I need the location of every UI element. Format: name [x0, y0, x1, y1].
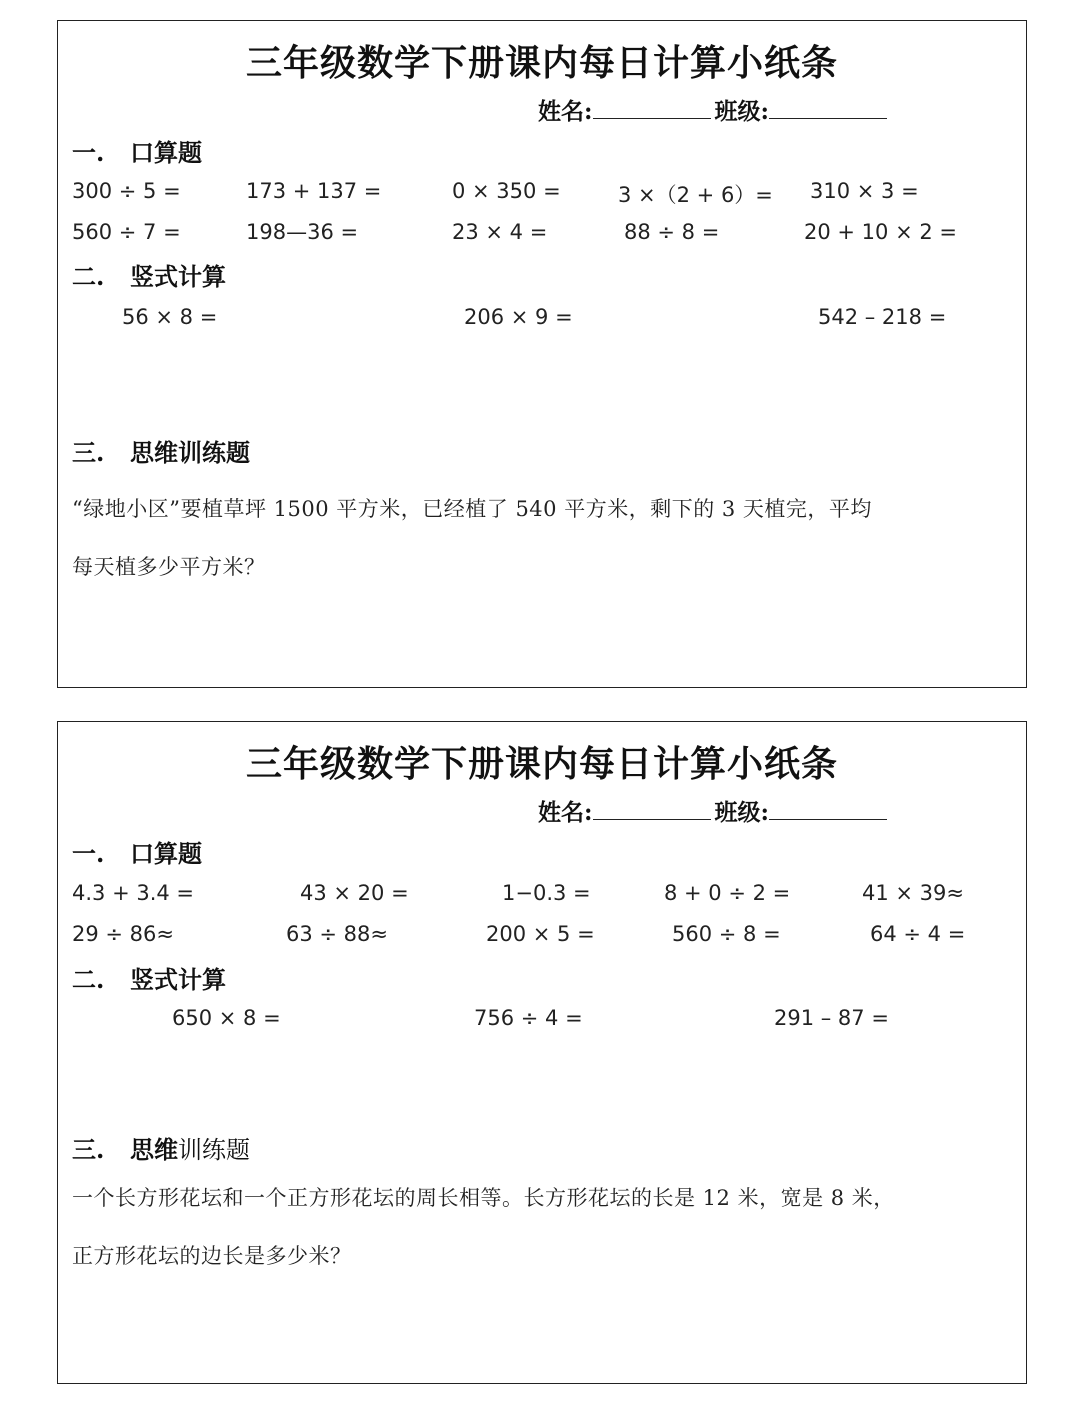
sheet-title: 三年级数学下册课内每日计算小纸条 — [245, 42, 838, 84]
oral-problem: 63 ÷ 88≈ — [286, 922, 388, 946]
vertical-problem: 206 × 9 = — [464, 305, 573, 329]
section-number: 二. — [72, 262, 105, 291]
section-title: 口算题 — [130, 839, 202, 868]
section-number: 一. — [72, 839, 105, 868]
word-problem-line: “绿地小区”要植草坪 1500 平方米，已经植了 540 平方米，剩下的 3 天植完，平均 — [72, 497, 872, 521]
word-problem-line: 一个长方形花坛和一个正方形花坛的周长相等。长方形花坛的长是 12 米，宽是 8 米， — [72, 1186, 895, 1210]
oral-problem: 560 ÷ 7 = — [72, 220, 181, 244]
name-label: 姓名: — [538, 98, 593, 125]
oral-problem: 0 × 350 = — [452, 179, 561, 203]
oral-problem: 88 ÷ 8 = — [624, 220, 720, 244]
name-label: 姓名: — [538, 799, 593, 826]
oral-problem: 1−0.3 = — [502, 881, 591, 905]
word-problem-line: 每天植多少平方米？ — [72, 555, 266, 579]
oral-problem: 198—36 = — [246, 220, 359, 244]
oral-problem: 20 + 10 × 2 = — [804, 220, 957, 244]
oral-problem: 64 ÷ 4 = — [870, 922, 966, 946]
oral-problem: 173 + 137 = — [246, 179, 382, 203]
section-number: 二. — [72, 965, 105, 994]
name-class-row — [538, 794, 891, 827]
class-blank — [769, 96, 887, 119]
oral-problem: 23 × 4 = — [452, 220, 548, 244]
section-title: 竖式计算 — [130, 965, 226, 994]
section-number: 一. — [72, 138, 105, 167]
vertical-problem: 291 – 87 = — [774, 1006, 889, 1030]
oral-problem: 4.3 + 3.4 = — [72, 881, 195, 905]
oral-problem: 29 ÷ 86≈ — [72, 922, 174, 946]
worksheet-card-2 — [57, 721, 1027, 1384]
section-number: 三. — [72, 438, 105, 467]
section-thinking-heading — [72, 433, 250, 468]
vertical-problem: 650 × 8 = — [172, 1006, 281, 1030]
section-vertical-heading — [72, 257, 226, 292]
name-blank — [593, 797, 711, 820]
vertical-problem: 542 – 218 = — [818, 305, 947, 329]
section-title: 竖式计算 — [130, 262, 226, 291]
oral-problem: 310 × 3 = — [810, 179, 919, 203]
oral-problem: 200 × 5 = — [486, 922, 595, 946]
class-label: 班级: — [714, 98, 769, 125]
oral-problem: 560 ÷ 8 = — [672, 922, 781, 946]
section-thinking-heading — [72, 1130, 250, 1165]
oral-problem: 43 × 20 = — [300, 881, 409, 905]
section-number: 三. — [72, 1135, 105, 1164]
oral-problem: 8 + 0 ÷ 2 = — [664, 881, 791, 905]
oral-problem: 300 ÷ 5 = — [72, 179, 181, 203]
name-blank — [593, 96, 711, 119]
vertical-problem: 56 × 8 = — [122, 305, 218, 329]
name-class-row — [538, 93, 891, 126]
section-oral-heading — [72, 834, 202, 869]
section-title-bold: 思维 — [130, 1135, 178, 1164]
section-title: 口算题 — [130, 138, 202, 167]
class-label: 班级: — [714, 799, 769, 826]
class-blank — [769, 797, 887, 820]
section-vertical-heading — [72, 960, 226, 995]
sheet-title: 三年级数学下册课内每日计算小纸条 — [245, 743, 838, 785]
section-oral-heading — [72, 133, 202, 168]
word-problem-line: 正方形花坛的边长是多少米？ — [72, 1244, 352, 1268]
section-title-light: 训练题 — [178, 1136, 250, 1164]
worksheet-card-1 — [57, 20, 1027, 688]
section-title: 思维训练题 — [130, 438, 250, 467]
oral-problem: 3 ×（2 + 6）= — [618, 183, 773, 207]
vertical-problem: 756 ÷ 4 = — [474, 1006, 583, 1030]
oral-problem: 41 × 39≈ — [862, 881, 964, 905]
